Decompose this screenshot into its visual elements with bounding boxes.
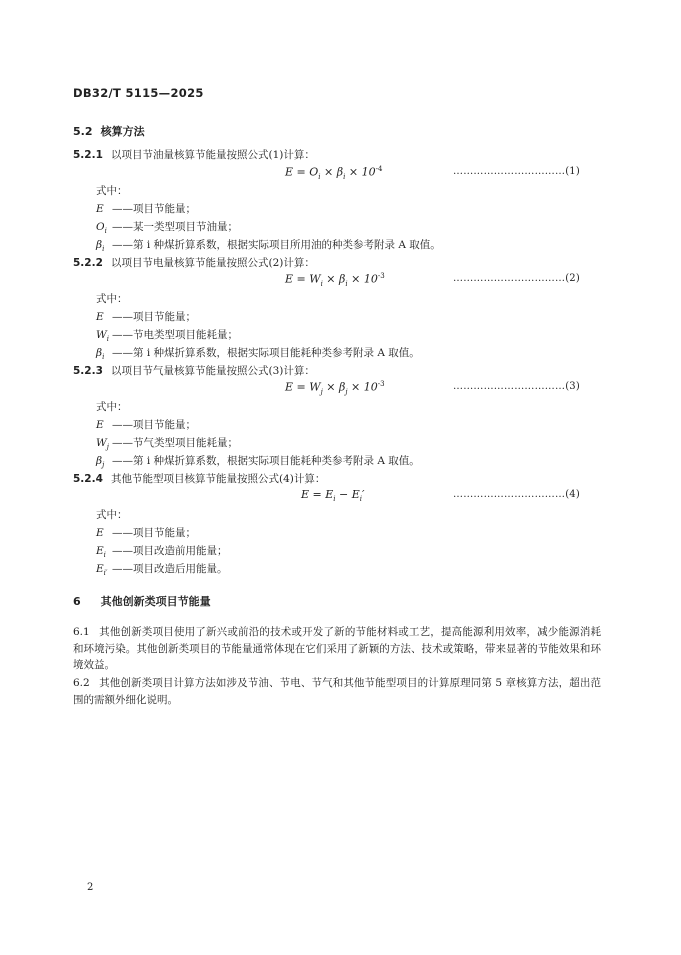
page-number: 2: [87, 882, 94, 893]
definition-item: E ——项目节能量；: [96, 203, 196, 215]
formula-1: $E = O_i \times \beta_i \times 10^{-4}$: [285, 165, 383, 181]
definition-item: $W_j$ ——节气类型项目能耗量；: [96, 437, 238, 452]
clause-number: 5.2.1: [73, 149, 103, 161]
clause-5-2-2: [73, 255, 315, 270]
clause-5-2-3: [73, 363, 315, 378]
paragraph-text: 其他创新类项目计算方法如涉及节油、节电、节气和其他节能型项目的计算原理同第 5 章核算方法，超出范围的需额外细化说明。: [73, 677, 601, 706]
clause-number: 5.2.4: [73, 473, 103, 485]
clause-5-2-4: [73, 471, 325, 486]
where-label: 式中：: [96, 401, 128, 413]
definition-item: $O_i$ ——某一类型项目节油量；: [96, 221, 238, 236]
clause-text: 以项目节油量核算节能量按照公式(1)计算：: [111, 149, 315, 161]
definition-item: E ——项目节能量；: [96, 419, 196, 431]
document-code: DB32/T 5115—2025: [73, 86, 204, 100]
section-title: 其他创新类项目节能量: [100, 595, 211, 608]
where-label: 式中：: [96, 509, 128, 521]
section-title: 核算方法: [100, 125, 145, 138]
paragraph-6-1: [73, 624, 601, 674]
definition-item: $W_i$ ——节电类型项目能耗量；: [96, 329, 238, 344]
formula-3: $E = W_j \times \beta_j \times 10^{-3}$: [285, 380, 385, 396]
clause-number: 5.2.3: [73, 365, 103, 377]
where-label: 式中：: [96, 293, 128, 305]
section-heading-6: [73, 593, 211, 609]
section-number: 5.2: [73, 125, 93, 138]
definition-item: $E_{i'}$ ——项目改造后用能量。: [96, 563, 228, 578]
clause-text: 其他节能型项目核算节能量按照公式(4)计算：: [111, 473, 326, 485]
where-label: 式中：: [96, 185, 128, 197]
formula-4: $E = E_i - E_i'$: [301, 488, 365, 504]
definition-item: E ——项目节能量；: [96, 527, 196, 539]
equation-number-1: ……………………………(1): [453, 166, 580, 177]
definition-item: $E_i$ ——项目改造前用能量；: [96, 545, 228, 560]
section-number: 6: [73, 595, 81, 608]
equation-number-4: ……………………………(4): [453, 489, 580, 500]
paragraph-number: 6.2: [73, 677, 90, 689]
clause-5-2-1: [73, 147, 315, 162]
equation-number-2: ……………………………(2): [453, 273, 580, 284]
definition-item: $\beta_i$ ——第 i 种煤折算系数，根据实际项目能耗种类参考附录 A 取值。: [96, 347, 420, 362]
paragraph-text: 其他创新类项目使用了新兴或前沿的技术或开发了新的节能材料或工艺，提高能源利用效率，减少能源消耗和环境污染。其他创新类项目的节能量通常体现在它们采用了新颖的方法、技术或策略，带来显著的节能效果和环境效益。: [73, 626, 601, 671]
equation-number-3: ……………………………(3): [453, 381, 580, 392]
clause-text: 以项目节气量核算节能量按照公式(3)计算：: [111, 365, 315, 377]
definition-item: E ——项目节能量；: [96, 311, 196, 323]
paragraph-number: 6.1: [73, 626, 90, 638]
section-heading-5-2: [73, 123, 145, 139]
definition-item: $\beta_i$ ——第 i 种煤折算系数，根据实际项目所用油的种类参考附录 A 取值。: [96, 239, 441, 254]
clause-text: 以项目节电量核算节能量按照公式(2)计算：: [111, 257, 315, 269]
paragraph-6-2: [73, 675, 601, 708]
clause-number: 5.2.2: [73, 257, 103, 269]
definition-item: $\beta_j$ ——第 i 种煤折算系数，根据实际项目能耗种类参考附录 A 取值。: [96, 455, 420, 470]
formula-2: $E = W_i \times \beta_i \times 10^{-3}$: [285, 272, 385, 288]
